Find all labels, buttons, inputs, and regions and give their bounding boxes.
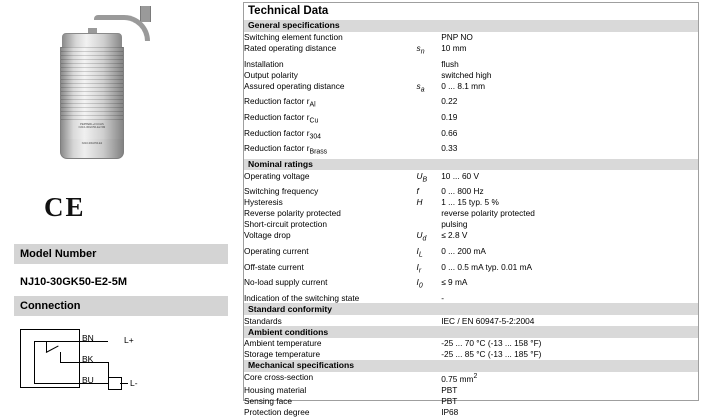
spec-label: Rated operating distance [244, 43, 417, 59]
spec-symbol [417, 372, 442, 385]
spec-row [244, 293, 698, 304]
sensor-type-text: NJ10-30GK50-E2-5M [67, 126, 117, 129]
spec-section-title: Nominal ratings [244, 159, 698, 171]
spec-row [244, 385, 698, 396]
spec-label: Standards [244, 315, 417, 326]
spec-value: 10 mm [441, 43, 698, 59]
spec-label: Switching element function [244, 32, 417, 43]
spec-section-header [244, 159, 698, 171]
connection-diagram-box [20, 329, 80, 388]
ce-mark-icon: CE [44, 192, 86, 223]
spec-label: Reverse polarity protected [244, 208, 417, 219]
model-number-value: NJ10-30GK50-E2-5M [20, 276, 127, 288]
connection-header: Connection [14, 296, 228, 316]
spec-row [244, 43, 698, 59]
sensor-sensing-face [60, 139, 124, 159]
spec-symbol [417, 32, 442, 43]
schematic-bottom-branch [34, 383, 80, 384]
spec-label: Sensing face [244, 396, 417, 407]
spec-row [244, 69, 698, 80]
model-number-header: Model Number [14, 244, 228, 264]
technical-data-table [244, 20, 698, 417]
spec-row [244, 261, 698, 277]
spec-row [244, 170, 698, 186]
spec-value: 0 ... 200 mA [441, 246, 698, 262]
spec-value: 0.66 [441, 127, 698, 143]
spec-value: 0.75 $mm^2$ [441, 372, 698, 385]
spec-label: Operating voltage [244, 170, 417, 186]
spec-section-title: Mechanical specifications [244, 360, 698, 372]
spec-symbol: $I_r$ [417, 261, 442, 277]
spec-symbol [417, 396, 442, 407]
spec-label: Operating current [244, 246, 417, 262]
spec-value: flush [441, 58, 698, 69]
spec-value: switched high [441, 69, 698, 80]
spec-label: Reduction factor $r_{Cu}$ [244, 112, 417, 128]
load-out-line [120, 383, 128, 384]
spec-section-header [244, 326, 698, 338]
load-up-line [108, 362, 109, 378]
spec-section-header [244, 360, 698, 372]
spec-symbol [417, 127, 442, 143]
spec-row [244, 58, 698, 69]
spec-symbol: $I_L$ [417, 246, 442, 262]
wire-label-bn: BN [82, 333, 94, 343]
spec-row [244, 80, 698, 96]
spec-symbol [417, 58, 442, 69]
spec-section-header [244, 303, 698, 315]
spec-label: Indication of the switching state [244, 293, 417, 304]
spec-symbol: $U_B$ [417, 170, 442, 186]
spec-row [244, 315, 698, 326]
schematic-mid-branch [60, 362, 80, 363]
spec-value: 0 ... 800 Hz [441, 186, 698, 197]
spec-symbol [417, 385, 442, 396]
node-dot [107, 341, 108, 342]
wire-label-bu: BU [82, 375, 94, 385]
spec-symbol: $I_0$ [417, 277, 442, 293]
spec-row [244, 349, 698, 360]
spec-row [244, 219, 698, 230]
terminal-label-lplus: L+ [124, 335, 134, 345]
spec-value: -25 ... 85 °C (-13 ... 185 °F) [441, 349, 698, 360]
spec-value: IP68 [441, 407, 698, 417]
spec-label: Assured operating distance [244, 80, 417, 96]
spec-symbol [417, 219, 442, 230]
spec-symbol [417, 293, 442, 304]
spec-symbol [417, 349, 442, 360]
spec-row [244, 186, 698, 197]
schematic-switch-stem2 [60, 352, 61, 362]
spec-value: - [441, 293, 698, 304]
sensor-illustration [22, 6, 222, 206]
spec-value: PBT [441, 396, 698, 407]
spec-row [244, 407, 698, 417]
spec-section-title: Ambient conditions [244, 326, 698, 338]
technical-data-panel [243, 2, 699, 401]
spec-symbol: f [417, 186, 442, 197]
spec-value: 0.33 [441, 143, 698, 159]
spec-row [244, 32, 698, 43]
spec-value: 1 ... 15 typ. 5 % [441, 197, 698, 208]
spec-symbol: H [417, 197, 442, 208]
spec-value: 0 ... 8.1 mm [441, 80, 698, 96]
spec-label: Reduction factor $r_{304}$ [244, 127, 417, 143]
spec-value: -25 ... 70 °C (-13 ... 158 °F) [441, 338, 698, 349]
spec-symbol [417, 407, 442, 417]
wire-label-bk: BK [82, 354, 93, 364]
spec-label: Switching frequency [244, 186, 417, 197]
spec-label: Protection degree [244, 407, 417, 417]
spec-value: 0 ... 0.5 mA typ. 0.01 mA [441, 261, 698, 277]
sensor-label-band [60, 120, 124, 140]
spec-row [244, 338, 698, 349]
spec-label: Off-state current [244, 261, 417, 277]
spec-value: ≤ 2.8 V [441, 230, 698, 246]
spec-label: Reduction factor $r_{Brass}$ [244, 143, 417, 159]
spec-row [244, 277, 698, 293]
spec-value: ≤ 9 mA [441, 277, 698, 293]
spec-symbol [417, 69, 442, 80]
sensor-brand-text: PEPPERL+FUCHS [67, 123, 117, 126]
spec-value: pulsing [441, 219, 698, 230]
spec-row [244, 112, 698, 128]
schematic-vertical [34, 341, 35, 383]
spec-symbol [417, 143, 442, 159]
spec-value: PBT [441, 385, 698, 396]
spec-symbol [417, 208, 442, 219]
spec-symbol: $U_d$ [417, 230, 442, 246]
spec-symbol: $s_n$ [417, 43, 442, 59]
spec-value: PNP NO [441, 32, 698, 43]
spec-section-title: Standard conformity [244, 303, 698, 315]
left-column [0, 0, 243, 403]
spec-section-title: General specifications [244, 20, 698, 32]
spec-label: Installation [244, 58, 417, 69]
spec-value: IEC / EN 60947-5-2:2004 [441, 315, 698, 326]
spec-value: reverse polarity protected [441, 208, 698, 219]
spec-symbol [417, 315, 442, 326]
spec-label: Storage temperature [244, 349, 417, 360]
spec-row [244, 396, 698, 407]
sensor-cable-top [140, 6, 151, 22]
technical-data-title: Technical Data [244, 3, 698, 20]
spec-label: Voltage drop [244, 230, 417, 246]
spec-symbol [417, 112, 442, 128]
sensor-threaded-body [60, 47, 124, 120]
sensor-nose-text: NJ10-30GK50-E2 [61, 142, 123, 145]
spec-label: Reduction factor $r_{Al}$ [244, 96, 417, 112]
spec-value: 0.19 [441, 112, 698, 128]
spec-section-header [244, 20, 698, 32]
spec-label: Core cross-section [244, 372, 417, 385]
spec-label: Hysteresis [244, 197, 417, 208]
spec-label: Housing material [244, 385, 417, 396]
spec-symbol [417, 96, 442, 112]
spec-row [244, 143, 698, 159]
spec-row [244, 372, 698, 385]
spec-label: Ambient temperature [244, 338, 417, 349]
spec-row [244, 197, 698, 208]
spec-row [244, 230, 698, 246]
spec-row [244, 127, 698, 143]
schematic-top-branch [34, 341, 80, 342]
spec-row [244, 96, 698, 112]
spec-value: 10 ... 60 V [441, 170, 698, 186]
spec-row [244, 246, 698, 262]
spec-symbol: $s_a$ [417, 80, 442, 96]
schematic-switch-stem [46, 341, 47, 352]
spec-value: 0.22 [441, 96, 698, 112]
spec-row [244, 208, 698, 219]
spec-label: Output polarity [244, 69, 417, 80]
spec-label: Short-circuit protection [244, 219, 417, 230]
spec-label: No-load supply current [244, 277, 417, 293]
terminal-label-lminus: L- [130, 378, 138, 388]
spec-symbol [417, 338, 442, 349]
